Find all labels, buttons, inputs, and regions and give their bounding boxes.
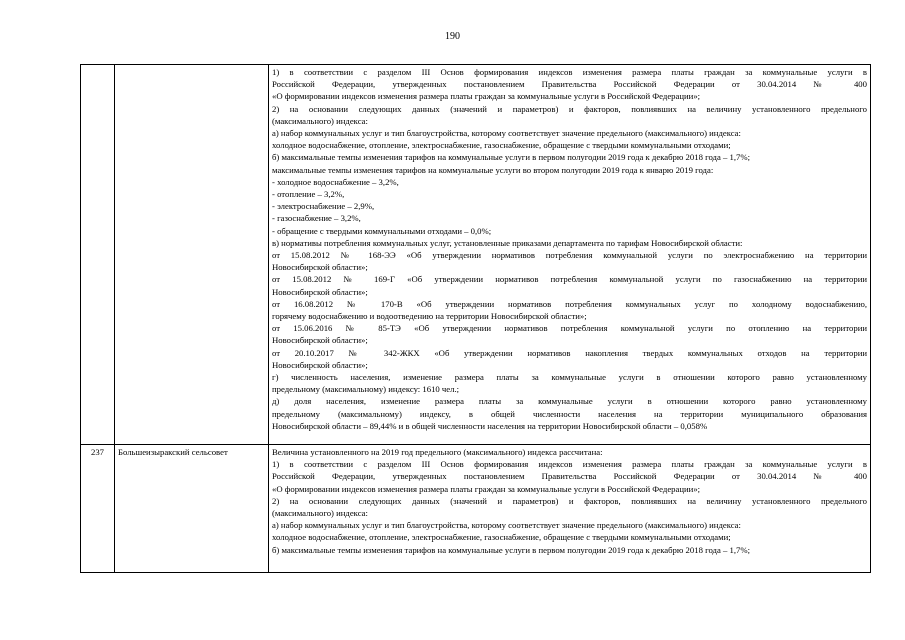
text-line: Новосибирской области»; <box>272 262 368 273</box>
text-line: 2) на основании следующих данных (значений и параметров) и факторов, повлиявших на величину установленного предельного <box>272 495 867 506</box>
text-line: холодное водоснабжение, отопление, электроснабжение, газоснабжение, обращение с твердыми коммунальными отходами; <box>272 140 731 151</box>
text-line: предельному (максимальному) индексу: 1610 чел.; <box>272 384 460 395</box>
text-line: Новосибирской области»; <box>272 335 368 346</box>
text-line: 1) в соответствии с разделом III Основ формирования индексов изменения размера платы граждан за коммунальные услуги в <box>272 67 867 77</box>
text-line: г) численность населения, изменение размера платы за коммунальные услуги в отношении которого равно установленному <box>272 372 867 383</box>
text-line: 1) в соответствии с разделом III Основ формирования индексов изменения размера платы граждан за коммунальные услуги в <box>272 459 867 470</box>
text-line: - холодное водоснабжение – 3,2%, <box>272 176 399 187</box>
text-line: горячему водоснабжению и водоотведению на территории Новосибирской области»; <box>272 311 587 322</box>
text-line: - отопление – 3,2%, <box>272 189 345 200</box>
text-line: в) нормативы потребления коммунальных услуг, установленные приказами департамента по тарифам Новосибирской области: <box>272 237 743 248</box>
calculation-text-cell <box>269 445 871 573</box>
text-line: б) максимальные темпы изменения тарифов на коммунальные услуги в первом полугодии 2019 года к декабрю 2018 года – 1,7%; <box>272 544 751 555</box>
indices-table <box>80 64 871 573</box>
text-line: б) максимальные темпы изменения тарифов на коммунальные услуги в первом полугодии 2019 года к декабрю 2018 года – 1,7%; <box>272 152 751 163</box>
row-number-cell: 237 <box>81 445 115 573</box>
text-line: предельному (максимальному) индексу, в общей численности населения на территории муниципального образования <box>272 408 867 419</box>
text-line: от 15.08.2012 № 168-ЭЭ «Об утверждении нормативов потребления коммунальной услуги по электроснабжению на территории <box>272 250 867 261</box>
municipality-name-cell: Большеизыракский сельсовет <box>115 445 269 573</box>
text-line: д) доля населения, изменение размера платы за коммунальные услуги в отношении которого равно установленному <box>272 396 867 407</box>
text-line: - электроснабжение – 2,9%, <box>272 201 375 212</box>
text-line: от 20.10.2017 № 342-ЖКХ «Об утверждении нормативов накопления твердых коммунальных отходов на территории <box>272 347 867 358</box>
municipality-name-cell <box>115 65 269 445</box>
table-row <box>81 65 871 445</box>
text-line: Величина установленного на 2019 год предельного (максимального) индекса рассчитана: <box>272 447 603 457</box>
text-line: - газоснабжение – 3,2%, <box>272 213 361 224</box>
text-line: Новосибирской области»; <box>272 286 368 297</box>
text-line: от 15.06.2016 № 85-ТЭ «Об утверждении нормативов потребления коммунальной услуги по отоплению на территории <box>272 323 867 334</box>
text-line: а) набор коммунальных услуг и тип благоустройства, которому соответствует значение предельного (максимального) индекса: <box>272 520 741 531</box>
text-line: холодное водоснабжение, отопление, электроснабжение, газоснабжение, обращение с твердыми коммунальными отходами; <box>272 532 731 543</box>
text-line: «О формировании индексов изменения размера платы граждан за коммунальные услуги в Российской Федерации»; <box>272 483 701 494</box>
text-line: от 16.08.2012 № 170-В «Об утверждении нормативов потребления коммунальных услуг по холодному водоснабжению, <box>272 298 867 309</box>
text-line: - обращение с твердыми коммунальными отходами – 0,0%; <box>272 225 492 236</box>
text-line: максимальные темпы изменения тарифов на коммунальные услуги во втором полугодии 2019 года к январю 2019 года: <box>272 164 714 175</box>
text-line: «О формировании индексов изменения размера платы граждан за коммунальные услуги в Российской Федерации»; <box>272 91 701 102</box>
table-row <box>81 445 871 573</box>
page-number: 190 <box>445 31 460 42</box>
text-line: 2) на основании следующих данных (значений и параметров) и факторов, повлиявших на величину установленного предельного <box>272 103 867 114</box>
text-line: Новосибирской области»; <box>272 359 368 370</box>
text-line: (максимального) индекса: <box>272 508 368 519</box>
calculation-text-cell <box>269 65 871 445</box>
text-line: Российской Федерации, утвержденных постановлением Правительства Российской Федерации от 30.04.2014 № 400 <box>272 471 867 482</box>
text-line: (максимального) индекса: <box>272 115 368 126</box>
text-line: от 15.08.2012 № 169-Г «Об утверждении нормативов потребления коммунальной услуги по газоснабжению на территории <box>272 274 867 285</box>
row-number-cell <box>81 65 115 445</box>
text-line: Новосибирской области – 89,44% и в общей численности населения на территории Новосибирской области – 0,058% <box>272 420 708 431</box>
text-line: Российской Федерации, утвержденных постановлением Правительства Российской Федерации от 30.04.2014 № 400 <box>272 79 867 90</box>
text-line: а) набор коммунальных услуг и тип благоустройства, которому соответствует значение предельного (максимального) индекса: <box>272 128 741 139</box>
